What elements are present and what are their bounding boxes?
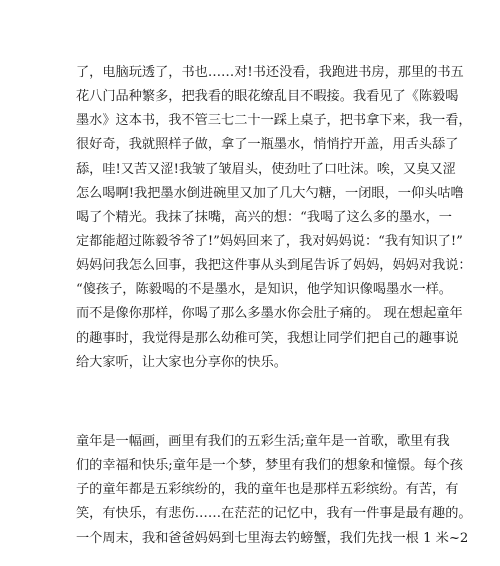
paragraph-1-line: 舔，哇!又苦又涩!我皱了皱眉头，使劲吐了口吐沫。唉，又臭又涩 — [76, 161, 456, 177]
paragraph-2-line: 子的童年都是五彩缤纷的，我的童年也是那样五彩缤纷。有苦，有 — [76, 482, 459, 498]
paragraph-1-line: 妈妈问我怎么回事，我把这件事从头到尾告诉了妈妈，妈妈对我说： — [76, 258, 472, 274]
paragraph-1-line: 给大家听，让大家也分享你的快乐。 — [76, 354, 287, 370]
paragraph-2-line: 们的幸福和快乐;童年是一个梦，梦里有我们的想象和憧憬。每个孩 — [76, 458, 463, 474]
paragraph-2 — [76, 430, 472, 551]
paragraph-1-line: 而不是像你那样，你喝了那么多墨水你会肚子痛的。 现在想起童年 — [76, 306, 463, 322]
paragraph-1-line: 定都能超过陈毅爷爷了!”妈妈回来了，我对妈妈说：“我有知识了!” — [76, 233, 463, 249]
paragraph-2-line: 笑，有快乐，有悲伤……在茫茫的记忆中，我有一件事是最有趣的。 — [76, 506, 472, 522]
paragraph-2-line: 一个周末，我和爸爸妈妈到七里海去钓螃蟹，我们先找一根 1 米~2 — [76, 530, 469, 546]
paragraph-1-line: 怎么喝啊!我把墨水倒进碗里又加了几大勺糖，一闭眼，一仰头咕噜 — [76, 185, 464, 201]
paragraph-1 — [76, 61, 472, 375]
paragraph-1-line: 很好奇，我就照样子做，拿了一瓶墨水，悄悄拧开盖，用舌头舔了 — [76, 137, 459, 153]
paragraph-1-line: 喝了个精光。我抹了抹嘴，高兴的想：“我喝了这么多的墨水，一 — [76, 209, 452, 225]
paragraph-1-line: 的趣事时，我觉得是那么幼稚可笑，我想让同学们把自己的趣事说 — [76, 330, 459, 346]
paragraph-1-line: 花八门品种繁多，把我看的眼花缭乱目不暇接。我看见了《陈毅喝 — [76, 89, 459, 105]
paragraph-2-line: 童年是一幅画，画里有我们的五彩生活;童年是一首歌，歌里有我 — [76, 434, 450, 449]
paragraph-1-line: “傻孩子，陈毅喝的不是墨水，是知识，他学知识像喝墨水一样。 — [76, 282, 452, 298]
paragraph-1-line: 墨水》这本书，我不管三七二十一踩上桌子，把书拿下来，我一看， — [76, 113, 472, 129]
paragraph-1-line: 了，电脑玩透了，书也……对!书还没看，我跑进书房，那里的书五 — [76, 65, 464, 80]
